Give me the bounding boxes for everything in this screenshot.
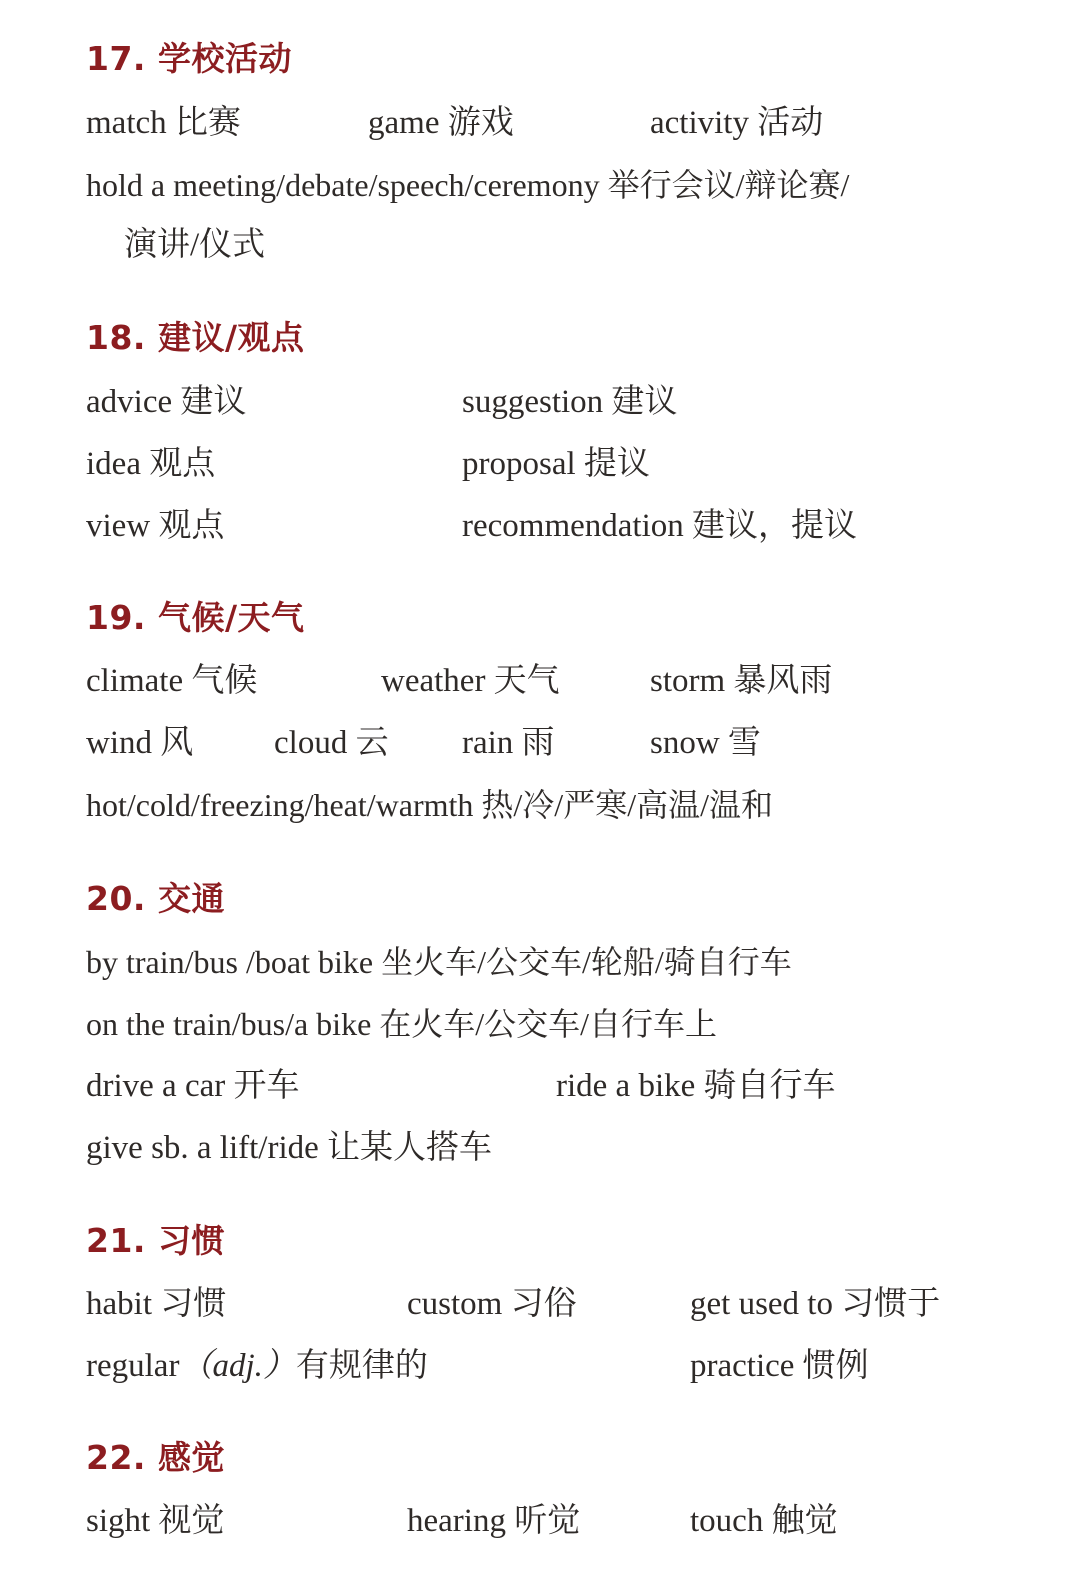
term-hold-a-meeting: hold a meeting/debate/speech/ceremony 举行会议/辩论赛/ xyxy=(86,167,850,203)
term-regular-pos: （adj.） xyxy=(179,1348,296,1384)
term-weather: weather 天气 xyxy=(381,663,560,699)
term-drive-a-car: drive a car 开车 xyxy=(86,1068,300,1104)
section-17-row-2 xyxy=(0,162,1080,208)
term-practice: practice 惯例 xyxy=(690,1348,869,1384)
section-21-row-1 xyxy=(0,1281,1080,1327)
term-recommendation: recommendation 建议，提议 xyxy=(462,508,858,544)
term-regular xyxy=(86,1343,428,1389)
section-22-heading: 22. 感觉 xyxy=(86,1438,225,1477)
term-ride-a-bike: ride a bike 骑自行车 xyxy=(556,1068,836,1104)
section-18-row-1 xyxy=(0,379,1080,425)
term-game: game 游戏 xyxy=(368,105,514,141)
term-advice: advice 建议 xyxy=(86,384,247,420)
term-rain: rain 雨 xyxy=(462,725,555,761)
term-proposal: proposal 提议 xyxy=(462,446,650,482)
section-18-heading: 18. 建议/观点 xyxy=(86,318,305,357)
section-21-row-2 xyxy=(0,1343,1080,1389)
term-climate: climate 气候 xyxy=(86,663,258,699)
term-cloud: cloud 云 xyxy=(274,725,389,761)
term-storm: storm 暴风雨 xyxy=(650,663,833,699)
section-19-row-2 xyxy=(0,720,1080,766)
section-21-heading: 21. 习惯 xyxy=(86,1221,225,1260)
term-snow: snow 雪 xyxy=(650,725,761,761)
term-temperature-words: hot/cold/freezing/heat/warmth 热/冷/严寒/高温/温和 xyxy=(86,787,773,823)
section-20-row-2 xyxy=(0,1001,1080,1047)
term-match: match 比赛 xyxy=(86,105,241,141)
section-18-row-2 xyxy=(0,441,1080,487)
term-touch: touch 触觉 xyxy=(690,1503,838,1539)
section-19-heading: 19. 气候/天气 xyxy=(86,598,305,637)
term-habit: habit 习惯 xyxy=(86,1286,227,1322)
section-19-row-3 xyxy=(0,782,1080,828)
term-by-train: by train/bus /boat bike 坐火车/公交车/轮船/骑自行车 xyxy=(86,944,792,980)
section-20-row-4 xyxy=(0,1125,1080,1171)
section-19-row-1 xyxy=(0,658,1080,704)
term-wind: wind 风 xyxy=(86,725,194,761)
term-on-the-train: on the train/bus/a bike 在火车/公交车/自行车上 xyxy=(86,1006,718,1042)
term-sight: sight 视觉 xyxy=(86,1503,225,1539)
term-idea: idea 观点 xyxy=(86,446,216,482)
term-view: view 观点 xyxy=(86,508,225,544)
section-22-row-1 xyxy=(0,1498,1080,1544)
section-17-row-3 xyxy=(0,222,1080,268)
section-18-row-3 xyxy=(0,503,1080,549)
section-17-row-1 xyxy=(0,100,1080,146)
term-suggestion: suggestion 建议 xyxy=(462,384,678,420)
section-20-row-3 xyxy=(0,1063,1080,1109)
term-custom: custom 习俗 xyxy=(407,1286,577,1322)
section-20-row-1 xyxy=(0,939,1080,985)
term-regular-word: regular xyxy=(86,1348,180,1384)
term-activity: activity 活动 xyxy=(650,105,824,141)
term-hearing: hearing 听觉 xyxy=(407,1503,581,1539)
term-hold-a-meeting-continued: 演讲/仪式 xyxy=(124,227,266,263)
term-get-used-to: get used to 习惯于 xyxy=(690,1286,941,1322)
section-20-heading: 20. 交通 xyxy=(86,879,225,918)
term-regular-meaning: 有规律的 xyxy=(295,1348,428,1384)
term-give-a-lift: give sb. a lift/ride 让某人搭车 xyxy=(86,1130,493,1166)
section-17-heading: 17. 学校活动 xyxy=(86,39,292,78)
